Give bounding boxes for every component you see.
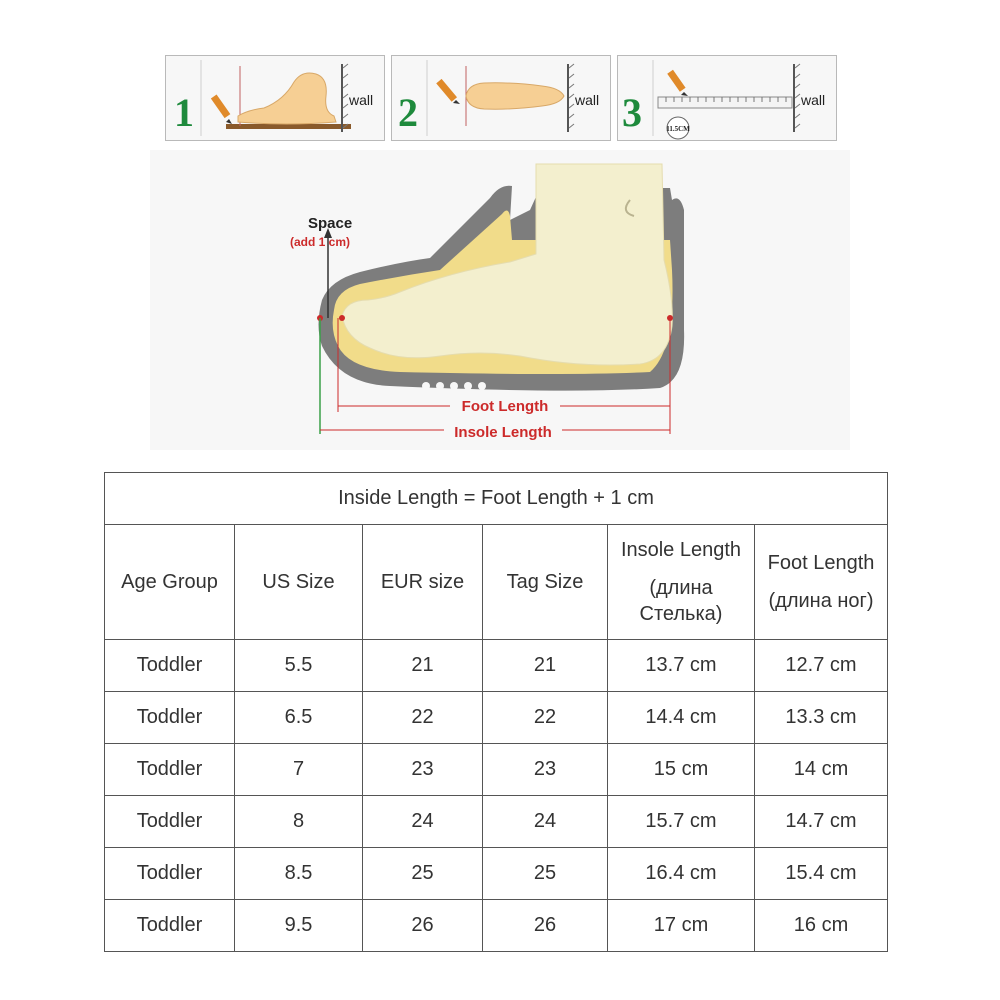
- cell-insole-length: 13.7 cm: [608, 640, 755, 692]
- cell-eur-size: 23: [363, 744, 483, 796]
- header-foot-length-ru: (длина ног): [768, 590, 874, 612]
- step-3-panel: [617, 55, 837, 141]
- cell-eur-size: 26: [363, 900, 483, 952]
- table-row: [105, 796, 888, 848]
- cell-insole-length: 17 cm: [608, 900, 755, 952]
- cell-insole-length: 14.4 cm: [608, 692, 755, 744]
- cell-foot-length: 14 cm: [755, 744, 888, 796]
- cell-insole-length: 15 cm: [608, 744, 755, 796]
- size-chart-table: [104, 472, 888, 952]
- cell-us-size: 9.5: [235, 900, 363, 952]
- floor-board: [226, 124, 351, 129]
- wall-label: wall: [801, 92, 826, 108]
- header-age-group: Age Group: [105, 525, 235, 640]
- cell-us-size: 5.5: [235, 640, 363, 692]
- table-row: [105, 900, 888, 952]
- cell-age: Toddler: [105, 640, 235, 692]
- cell-age: Toddler: [105, 848, 235, 900]
- header-insole-length-en: Insole Length: [620, 539, 742, 561]
- header-us-size: US Size: [235, 525, 363, 640]
- header-eur-size: EUR size: [363, 525, 483, 640]
- step-number: 1: [174, 90, 194, 135]
- foot-length-label: Foot Length: [461, 398, 549, 415]
- wall-label: wall: [349, 92, 374, 108]
- cell-insole-length: 16.4 cm: [608, 848, 755, 900]
- table-row: [105, 640, 888, 692]
- cell-tag-size: 21: [483, 640, 608, 692]
- foot-side-icon: [238, 73, 336, 124]
- step-1-illustration: [166, 56, 384, 140]
- ruler: [658, 97, 792, 108]
- cell-tag-size: 22: [483, 692, 608, 744]
- header-tag-size: Tag Size: [483, 525, 608, 640]
- cell-age: Toddler: [105, 744, 235, 796]
- foot-top-icon: [466, 83, 564, 109]
- table-row: [105, 848, 888, 900]
- header-row: [105, 525, 888, 640]
- formula-cell: Inside Length = Foot Length + 1 cm: [105, 473, 888, 525]
- cell-tag-size: 23: [483, 744, 608, 796]
- cell-age: Toddler: [105, 900, 235, 952]
- cell-eur-size: 25: [363, 848, 483, 900]
- wall-label: wall: [575, 92, 600, 108]
- table-row: [105, 692, 888, 744]
- step-1-panel: [165, 55, 385, 141]
- cell-foot-length: 13.3 cm: [755, 692, 888, 744]
- cell-tag-size: 24: [483, 796, 608, 848]
- ruler-reading: 11.5CM: [666, 125, 690, 133]
- cell-tag-size: 25: [483, 848, 608, 900]
- cell-tag-size: 26: [483, 900, 608, 952]
- pencil-icon: [211, 94, 232, 124]
- space-label: Space: [308, 215, 353, 232]
- header-foot-length: [755, 525, 888, 640]
- header-foot-length-en: Foot Length: [767, 552, 875, 574]
- pencil-icon: [667, 70, 688, 96]
- cell-eur-size: 21: [363, 640, 483, 692]
- header-insole-length-ru-2: Стелька): [639, 603, 723, 625]
- cell-age: Toddler: [105, 692, 235, 744]
- header-insole-length: [608, 525, 755, 640]
- cell-us-size: 6.5: [235, 692, 363, 744]
- cell-foot-length: 12.7 cm: [755, 640, 888, 692]
- pencil-icon: [436, 79, 460, 104]
- cell-foot-length: 15.4 cm: [755, 848, 888, 900]
- shoe-fit-diagram: [150, 150, 850, 450]
- step-2-panel: [391, 55, 611, 141]
- cell-us-size: 8.5: [235, 848, 363, 900]
- header-insole-length-ru-1: (длина: [649, 577, 713, 599]
- space-note: (add 1 cm): [290, 235, 351, 249]
- step-3-illustration: [618, 56, 836, 140]
- cell-eur-size: 22: [363, 692, 483, 744]
- cell-us-size: 8: [235, 796, 363, 848]
- table-row: [105, 744, 888, 796]
- cell-age: Toddler: [105, 796, 235, 848]
- cell-foot-length: 16 cm: [755, 900, 888, 952]
- cell-us-size: 7: [235, 744, 363, 796]
- insole-length-label: Insole Length: [454, 424, 552, 441]
- step-number: 3: [622, 90, 642, 135]
- step-2-illustration: [392, 56, 610, 140]
- cell-foot-length: 14.7 cm: [755, 796, 888, 848]
- formula-row: [105, 473, 888, 525]
- cell-eur-size: 24: [363, 796, 483, 848]
- step-number: 2: [398, 90, 418, 135]
- cell-insole-length: 15.7 cm: [608, 796, 755, 848]
